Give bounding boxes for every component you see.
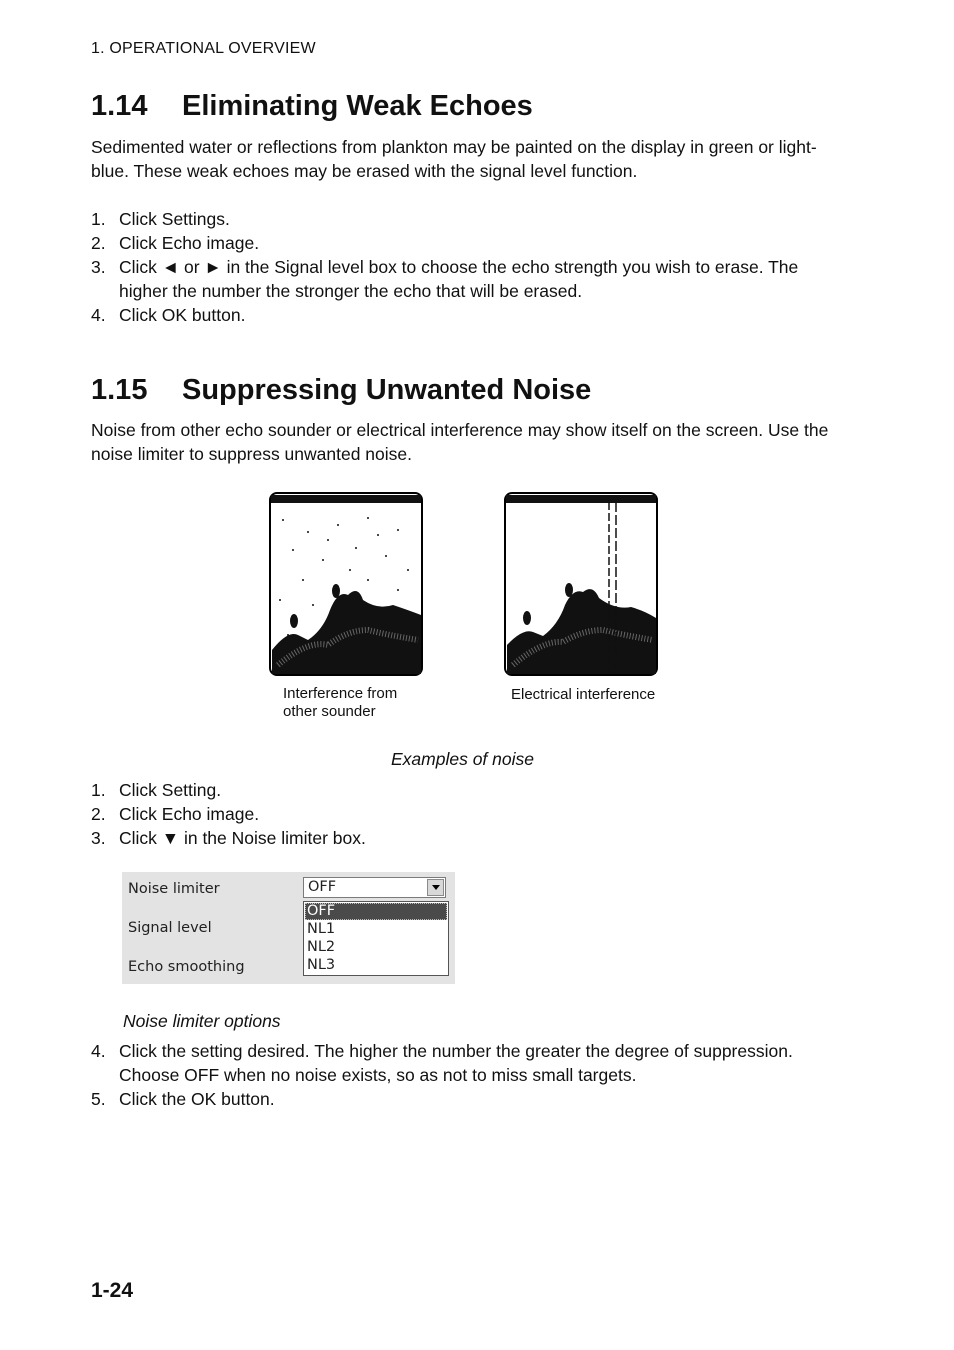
section-heading-1-14 — [91, 90, 533, 123]
noise-limiter-select[interactable] — [303, 877, 446, 898]
noise-limiter-dropdown — [303, 901, 449, 976]
step-number: 2. — [91, 233, 106, 253]
list-item — [91, 1039, 851, 1087]
list-item — [91, 255, 851, 303]
section-number: 1.15 — [91, 374, 148, 406]
echo-screen-electrical — [503, 490, 663, 680]
step-text: Click OK button. — [119, 305, 246, 325]
step-number: 3. — [91, 828, 106, 848]
step-text: Click Echo image. — [119, 804, 260, 824]
noise-limiter-dialog — [122, 872, 455, 984]
section-1-14-intro: Sedimented water or reflections from plankton may be painted on the display in green or light-blue. These weak echoes may be erased with the signal level function. — [91, 137, 817, 181]
list-item — [91, 303, 851, 327]
select-value: OFF — [308, 879, 337, 895]
step-text: Click the OK button. — [119, 1089, 275, 1109]
figure-title: Examples of noise — [391, 749, 534, 769]
list-item — [91, 778, 851, 802]
dialog-caption: Noise limiter options — [123, 1011, 281, 1031]
step-number: 2. — [91, 804, 106, 824]
figure-caption-right: Electrical interference — [511, 686, 656, 703]
section-number: 1.14 — [91, 90, 148, 122]
chevron-down-icon[interactable] — [427, 879, 444, 896]
section-1-15-steps-a — [91, 778, 851, 850]
section-title: Eliminating Weak Echoes — [182, 90, 533, 122]
step-text: Click ◄ or ► in the Signal level box to choose the echo strength you wish to erase. The higher the number the stronger the echo that will be erased. — [119, 257, 799, 301]
section-1-15-steps-b — [91, 1039, 851, 1111]
step-text: Click Echo image. — [119, 233, 260, 253]
section-1-15-intro: Noise from other echo sounder or electrical interference may show itself on the screen. Use the noise limiter to suppress unwanted noise. — [91, 420, 829, 464]
section-1-14-steps — [91, 207, 851, 327]
noise-limiter-label: Noise limiter — [128, 881, 220, 897]
step-text: Click Settings. — [119, 209, 230, 229]
step-number: 3. — [91, 257, 106, 277]
step-number: 5. — [91, 1089, 106, 1109]
section-title: Suppressing Unwanted Noise — [182, 374, 592, 406]
step-text: Click the setting desired. The higher the number the greater the degree of suppression. Choose OFF when no noise exists, so as not to miss small targets. — [119, 1041, 793, 1085]
echo-screen-other-sounder — [268, 490, 428, 680]
running-header: 1. OPERATIONAL OVERVIEW — [91, 40, 316, 57]
figure-caption-left — [283, 685, 397, 721]
signal-level-label: Signal level — [128, 920, 212, 936]
step-number: 1. — [91, 209, 106, 229]
section-heading-1-15 — [91, 374, 591, 407]
caption-line: Interference from — [283, 685, 398, 702]
list-item — [91, 802, 851, 826]
step-number: 4. — [91, 1041, 106, 1061]
list-item — [91, 826, 851, 850]
step-number: 1. — [91, 780, 106, 800]
step-text: Click Setting. — [119, 780, 222, 800]
page-number: 1-24 — [91, 1279, 134, 1302]
list-item — [91, 231, 851, 255]
step-number: 4. — [91, 305, 106, 325]
list-item — [91, 1087, 851, 1111]
option-nl3[interactable]: NL3 — [307, 957, 336, 973]
step-text: Click ▼ in the Noise limiter box. — [119, 828, 366, 848]
option-off[interactable]: OFF — [305, 903, 447, 920]
option-nl1[interactable]: NL1 — [307, 921, 336, 937]
option-nl2[interactable]: NL2 — [307, 939, 336, 955]
echo-smoothing-label: Echo smoothing — [128, 959, 245, 975]
list-item — [91, 207, 851, 231]
caption-line: other sounder — [283, 703, 376, 720]
